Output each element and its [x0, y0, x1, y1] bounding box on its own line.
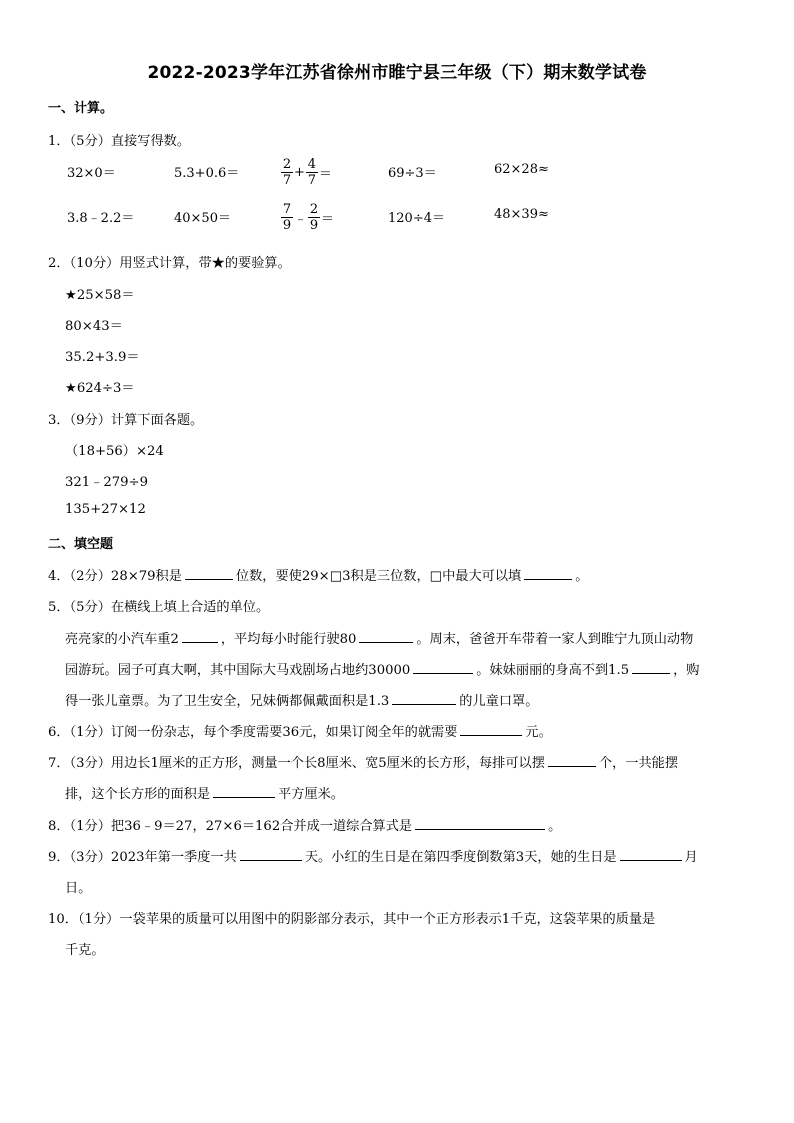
fraction-operator: +: [294, 165, 305, 180]
q1-item: 69÷3＝: [388, 166, 437, 181]
fraction-numerator: 4: [307, 157, 317, 172]
q1-item: 120÷4＝: [388, 211, 445, 226]
answer-blank[interactable]: [185, 567, 233, 580]
page-title: 2022-2023学年江苏省徐州市睢宁县三年级（下）期末数学试卷: [147, 63, 647, 83]
q5-text: ，购: [673, 663, 700, 678]
q5-text: 。周末，爸爸开车带着一家人到睢宁九顶山动物: [416, 632, 694, 647]
q5-line-1: [65, 628, 693, 647]
q3-item: （18+56）×24: [65, 444, 164, 459]
q1-fraction-1: [281, 157, 333, 188]
fraction-denominator: 7: [282, 173, 292, 188]
q4-text: 。: [575, 569, 589, 584]
answer-blank[interactable]: [240, 848, 302, 861]
answer-blank[interactable]: [460, 723, 522, 736]
q4-text: 4．（2分）28×79积是: [48, 569, 182, 584]
question-9-line-2: 日。: [65, 881, 92, 896]
answer-blank[interactable]: [182, 630, 218, 643]
fraction-operator: ﹣: [294, 212, 308, 227]
q2-item: 35.2+3.9＝: [65, 350, 140, 365]
q3-item: 135+27×12: [65, 502, 146, 517]
q7-text: 排，这个长方形的面积是: [65, 787, 211, 802]
q8-text: 。: [548, 819, 562, 834]
q1-item: 62×28≈: [494, 162, 549, 177]
q1-item: 48×39≈: [494, 207, 549, 222]
q5-line-3: [65, 690, 538, 709]
q7-text: 个，一共能摆: [598, 756, 679, 771]
answer-blank[interactable]: [413, 661, 473, 674]
question-3-label: 3．（9分）计算下面各题。: [48, 413, 204, 428]
q9-text: 9．（3分）2023年第一季度一共: [48, 850, 237, 865]
q5-text: 园游玩。园子可真大啊，其中国际大马戏剧场占地约30000: [65, 663, 411, 678]
q1-item: 3.8﹣2.2＝: [67, 211, 135, 226]
answer-blank[interactable]: [415, 817, 545, 830]
question-4: [48, 565, 588, 584]
q5-text: ，平均每小时能行驶80: [220, 632, 357, 647]
answer-blank[interactable]: [632, 661, 670, 674]
question-6: [48, 721, 552, 740]
q5-text: 亮亮家的小汽车重2: [65, 632, 179, 647]
question-7-line-2: [65, 783, 344, 802]
question-7-line-1: [48, 752, 678, 771]
question-2-label: 2．（10分）用竖式计算，带★的要验算。: [48, 256, 291, 271]
q6-text: 元。: [525, 725, 552, 740]
fraction-numerator: 2: [282, 157, 292, 172]
q5-text: 得一张儿童票。为了卫生安全，兄妹俩都佩戴面积是1.3: [65, 694, 390, 709]
question-5-label: 5．（5分）在横线上填上合适的单位。: [48, 600, 270, 615]
q1-item: 32×0＝: [67, 166, 116, 181]
question-8: [48, 815, 561, 834]
q5-text: 。妹妹丽丽的身高不到1.5: [476, 663, 630, 678]
fraction-denominator: 9: [282, 218, 292, 233]
q2-item: ★624÷3＝: [65, 381, 135, 396]
answer-blank[interactable]: [548, 754, 596, 767]
q8-text: 8．（1分）把36﹣9＝27，27×6＝162合并成一道综合算式是: [48, 819, 413, 834]
fraction-equals: ＝: [318, 167, 332, 182]
question-10-line-2: 千克。: [65, 943, 105, 958]
answer-blank[interactable]: [620, 848, 682, 861]
q9-text: 月: [684, 850, 698, 865]
q1-item: 5.3+0.6＝: [174, 166, 240, 181]
q5-text: 的儿童口罩。: [459, 694, 539, 709]
question-10-line-1: 10．（1分）一袋苹果的质量可以用图中的阴影部分表示，其中一个正方形表示1千克，这袋苹果的质量是: [48, 912, 656, 927]
q1-item: 40×50＝: [174, 211, 231, 226]
q6-text: 6．（1分）订阅一份杂志，每个季度需要36元，如果订阅全年的就需要: [48, 725, 458, 740]
answer-blank[interactable]: [359, 630, 413, 643]
fraction-numerator: 2: [309, 202, 319, 217]
fraction-equals: ＝: [321, 212, 335, 227]
fraction-denominator: 7: [307, 173, 317, 188]
q3-item: 321﹣279÷9: [65, 475, 148, 490]
q4-text: 位数，要使29×□3积是三位数，□中最大可以填: [235, 569, 522, 584]
question-1-label: 1．（5分）直接写得数。: [48, 134, 191, 149]
q7-text: 7．（3分）用边长1厘米的正方形，测量一个长8厘米、宽5厘米的长方形，每排可以摆: [48, 756, 545, 771]
fraction-numerator: 7: [282, 202, 292, 217]
answer-blank[interactable]: [392, 692, 456, 705]
q7-text: 平方厘米。: [278, 787, 344, 802]
q2-item: 80×43＝: [65, 319, 123, 334]
section-heading-calc: 一、计算。: [48, 101, 114, 116]
q9-text: 天。小红的生日是在第四季度倒数第3天，她的生日是: [304, 850, 617, 865]
question-9-line-1: [48, 846, 698, 865]
answer-blank[interactable]: [524, 567, 572, 580]
section-heading-fill: 二、填空题: [48, 537, 114, 552]
answer-blank[interactable]: [213, 785, 275, 798]
q2-item: ★25×58＝: [65, 288, 135, 303]
q5-line-2: [65, 659, 700, 678]
fraction-denominator: 9: [309, 218, 319, 233]
q1-fraction-2: [281, 202, 335, 233]
